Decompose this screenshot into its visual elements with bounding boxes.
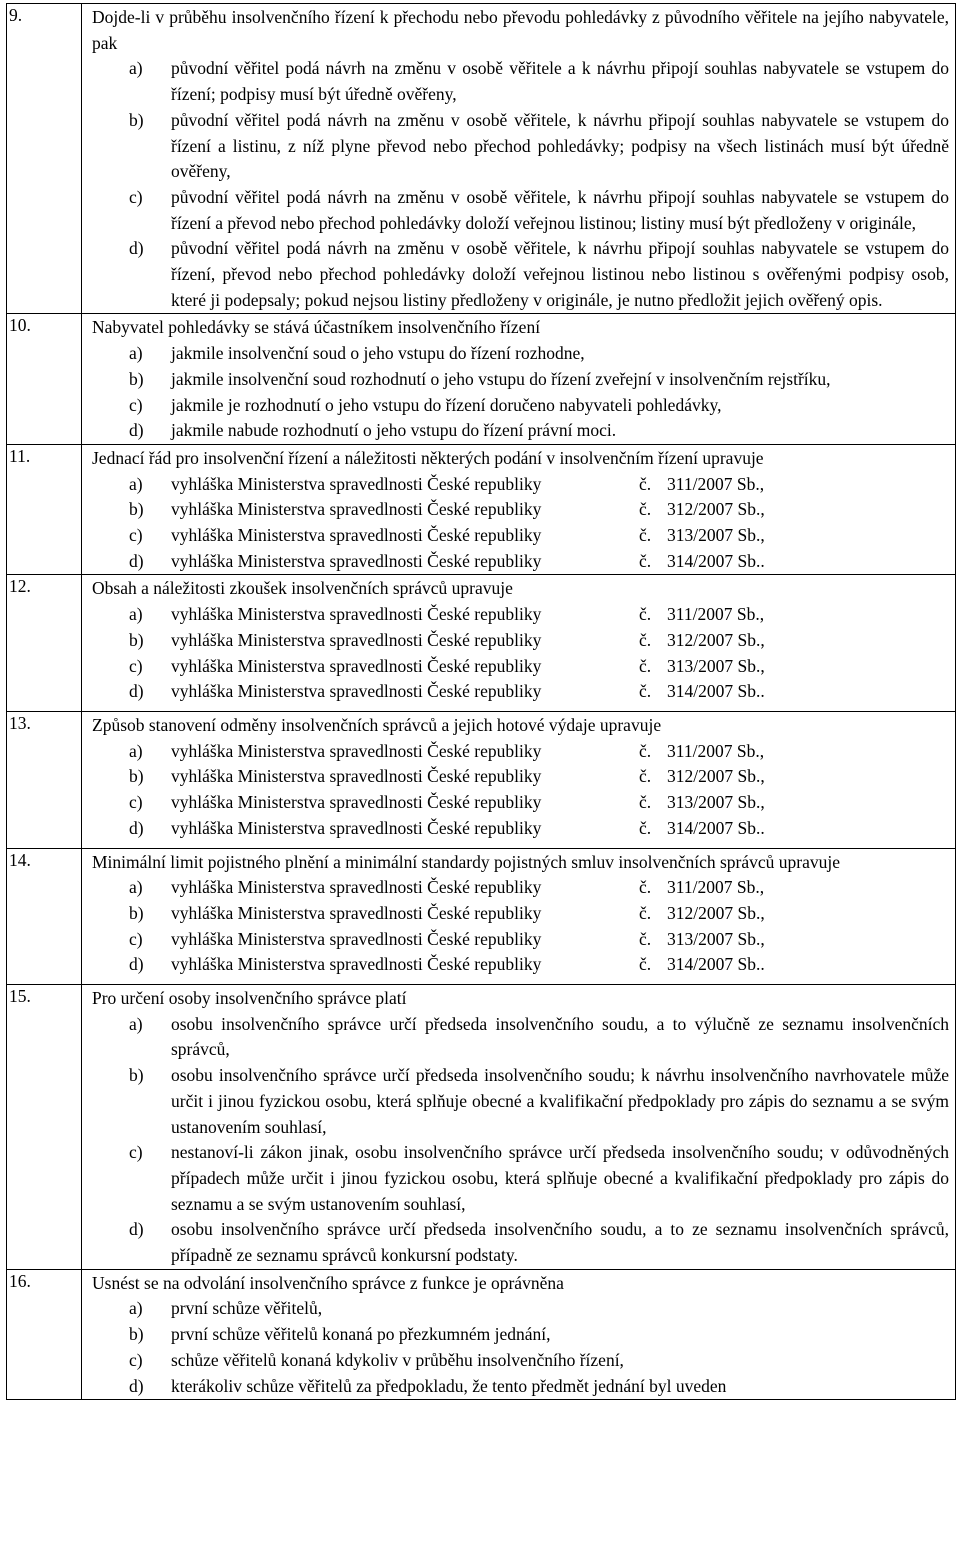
question-body <box>82 4 956 314</box>
option-letter: b) <box>129 109 144 130</box>
answer-option <box>92 1217 949 1268</box>
question-row <box>7 314 956 445</box>
answer-option <box>92 341 949 367</box>
option-letter: a) <box>129 343 143 364</box>
option-decree <box>171 549 949 575</box>
decree-name: vyhláška Ministerstva spravedlnosti České republiky <box>171 902 542 923</box>
option-text: původní věřitel podá návrh na změnu v osobě věřitele, k návrhu připojí souhlas nabyvatele se vstupem do řízení a převod nebo přechod pohledávky doloží veřejnou listinou; listiny musí být předloženy v originále, <box>171 186 949 233</box>
answer-option <box>92 108 949 185</box>
answer-option <box>92 393 949 419</box>
decree-reference: 312/2007 Sb., <box>667 499 765 520</box>
decree-name: vyhláška Ministerstva spravedlnosti České republiky <box>171 877 542 898</box>
option-letter: c) <box>129 928 143 949</box>
answer-option <box>92 901 949 927</box>
decree-reference: 313/2007 Sb., <box>667 792 765 813</box>
question-body <box>82 1269 956 1400</box>
question-row <box>7 848 956 985</box>
option-letter: d) <box>129 1375 144 1396</box>
question-row <box>7 711 956 848</box>
option-decree <box>171 816 949 842</box>
answer-option <box>92 679 949 705</box>
answer-option <box>92 56 949 107</box>
question-text: Nabyvatel pohledávky se stává účastníkem insolvenčního řízení <box>92 317 541 338</box>
option-letter: c) <box>129 186 143 207</box>
option-letter: a) <box>129 1013 143 1034</box>
decree-name: vyhláška Ministerstva spravedlnosti České republiky <box>171 740 542 761</box>
question-body <box>82 985 956 1270</box>
option-decree <box>171 472 949 498</box>
decree-name: vyhláška Ministerstva spravedlnosti České republiky <box>171 525 542 546</box>
answer-option <box>92 549 949 575</box>
option-decree <box>171 764 949 790</box>
option-letter: a) <box>129 473 143 494</box>
decree-number-label: č. <box>639 766 652 787</box>
row-spacer <box>92 705 949 711</box>
answer-option <box>92 236 949 313</box>
option-decree <box>171 927 949 953</box>
answer-option <box>92 185 949 236</box>
option-text: původní věřitel podá návrh na změnu v osobě věřitele, k návrhu připojí souhlas nabyvatele se vstupem do řízení, převod nebo přechod pohledávky doloží veřejnou listinou nebo listinou s ověřenými podpisy osob, které ji podepsaly; pokud nejsou listiny předloženy v originále, je nutno předložit jejich ověřený opis. <box>171 238 949 310</box>
option-letter: d) <box>129 954 144 975</box>
decree-number-label: č. <box>639 928 652 949</box>
option-letter: c) <box>129 394 143 415</box>
option-text: osobu insolvenčního správce určí předseda insolvenčního soudu, a to výlučně ze seznamu insolvenčních správců, <box>171 1013 949 1060</box>
decree-number-label: č. <box>639 817 652 838</box>
option-decree <box>171 739 949 765</box>
answer-option <box>92 1063 949 1140</box>
option-letter: a) <box>129 604 143 625</box>
option-decree <box>171 679 949 705</box>
option-letter: a) <box>129 1298 143 1319</box>
answer-option <box>92 654 949 680</box>
question-number: 13. <box>7 711 82 848</box>
option-text: původní věřitel podá návrh na změnu v osobě věřitele, k návrhu připojí souhlas nabyvatele se vstupem do řízení a listinu, z níž plyne převod nebo přechod pohledávky; podpisy na všech listinách musí být úředně ověřeny, <box>171 109 949 182</box>
decree-reference: 314/2007 Sb.. <box>667 954 765 975</box>
answer-option <box>92 952 949 978</box>
decree-number-label: č. <box>639 792 652 813</box>
question-number: 15. <box>7 985 82 1270</box>
decree-number-label: č. <box>639 629 652 650</box>
question-row <box>7 4 956 314</box>
option-letter: c) <box>129 1349 143 1370</box>
decree-reference: 314/2007 Sb.. <box>667 550 765 571</box>
option-letter: c) <box>129 792 143 813</box>
question-text: Usnést se na odvolání insolvenčního správce z funkce je oprávněna <box>92 1272 564 1293</box>
decree-name: vyhláška Ministerstva spravedlnosti České republiky <box>171 604 542 625</box>
answer-option <box>92 602 949 628</box>
question-text: Obsah a náležitosti zkoušek insolvenčních správců upravuje <box>92 578 513 599</box>
answer-option <box>92 764 949 790</box>
option-letter: b) <box>129 1065 144 1086</box>
question-body <box>82 575 956 712</box>
question-number: 10. <box>7 314 82 445</box>
option-text: jakmile insolvenční soud o jeho vstupu do řízení rozhodne, <box>171 343 585 364</box>
decree-number-label: č. <box>639 681 652 702</box>
option-letter: c) <box>129 1142 143 1163</box>
question-text: Dojde-li v průběhu insolvenčního řízení k přechodu nebo převodu pohledávky z původního věřitele na jejího nabyvatele, pak <box>92 7 949 53</box>
option-text: osobu insolvenčního správce určí předseda insolvenčního soudu; k návrhu insolvenčního navrhovatele může určit i jinou fyzickou osobu, která splňuje obecné a kvalifikační předpoklady pro zápis do seznamu a se svým ustanovením souhlasí, <box>171 1065 949 1137</box>
answer-option <box>92 1296 949 1322</box>
decree-name: vyhláška Ministerstva spravedlnosti České republiky <box>171 681 542 702</box>
question-row <box>7 575 956 712</box>
decree-number-label: č. <box>639 499 652 520</box>
question-row <box>7 985 956 1270</box>
answer-option <box>92 1012 949 1063</box>
answer-option <box>92 927 949 953</box>
answer-option <box>92 816 949 842</box>
question-text: Způsob stanovení odměny insolvenčních správců a jejich hotové výdaje upravuje <box>92 714 662 735</box>
option-letter: b) <box>129 368 144 389</box>
option-letter: c) <box>129 525 143 546</box>
option-text: nestanoví-li zákon jinak, osobu insolvenčního správce určí předseda insolvenčního soudu; v odůvodněných případech může určit i jinou fyzickou osobu, která splňuje obecné a kvalifikační předpoklady pro zápis do seznamu a se svým ustanovením souhlasí, <box>171 1142 949 1214</box>
row-spacer <box>92 842 949 848</box>
option-decree <box>171 875 949 901</box>
decree-reference: 313/2007 Sb., <box>667 525 765 546</box>
decree-name: vyhláška Ministerstva spravedlnosti České republiky <box>171 817 542 838</box>
question-number: 12. <box>7 575 82 712</box>
decree-reference: 311/2007 Sb., <box>667 877 765 898</box>
answer-option <box>92 497 949 523</box>
decree-reference: 312/2007 Sb., <box>667 766 765 787</box>
question-text: Minimální limit pojistného plnění a minimální standardy pojistných smluv insolvenčních správců upravuje <box>92 851 841 872</box>
option-letter: b) <box>129 499 144 520</box>
decree-number-label: č. <box>639 655 652 676</box>
decree-number-label: č. <box>639 902 652 923</box>
answer-option <box>92 875 949 901</box>
decree-reference: 314/2007 Sb.. <box>667 681 765 702</box>
row-spacer <box>92 978 949 984</box>
decree-name: vyhláška Ministerstva spravedlnosti České republiky <box>171 792 542 813</box>
option-letter: b) <box>129 629 144 650</box>
decree-number-label: č. <box>639 740 652 761</box>
decree-number-label: č. <box>639 550 652 571</box>
option-decree <box>171 654 949 680</box>
option-decree <box>171 497 949 523</box>
option-decree <box>171 790 949 816</box>
option-letter: d) <box>129 420 144 441</box>
question-number: 11. <box>7 444 82 575</box>
decree-number-label: č. <box>639 525 652 546</box>
question-body <box>82 314 956 445</box>
option-text: jakmile insolvenční soud rozhodnutí o jeho vstupu do řízení zveřejní v insolvenčním rejstříku, <box>171 368 831 389</box>
question-body <box>82 848 956 985</box>
question-body <box>82 444 956 575</box>
answer-option <box>92 628 949 654</box>
answer-option <box>92 523 949 549</box>
decree-name: vyhláška Ministerstva spravedlnosti České republiky <box>171 766 542 787</box>
decree-name: vyhláška Ministerstva spravedlnosti České republiky <box>171 550 542 571</box>
option-letter: b) <box>129 766 144 787</box>
decree-reference: 314/2007 Sb.. <box>667 817 765 838</box>
question-text: Pro určení osoby insolvenčního správce platí <box>92 988 407 1009</box>
option-letter: d) <box>129 681 144 702</box>
decree-reference: 311/2007 Sb., <box>667 604 765 625</box>
decree-reference: 311/2007 Sb., <box>667 740 765 761</box>
decree-reference: 312/2007 Sb., <box>667 629 765 650</box>
question-table <box>6 3 956 1400</box>
option-text: jakmile nabude rozhodnutí o jeho vstupu do řízení právní moci. <box>171 420 617 441</box>
option-text: původní věřitel podá návrh na změnu v osobě věřitele a k návrhu připojí souhlas nabyvatele se vstupem do řízení; podpisy musí být úředně ověřeny, <box>171 58 949 105</box>
option-decree <box>171 952 949 978</box>
answer-option <box>92 1140 949 1217</box>
decree-number-label: č. <box>639 877 652 898</box>
option-letter: d) <box>129 238 144 259</box>
decree-name: vyhláška Ministerstva spravedlnosti České republiky <box>171 629 542 650</box>
answer-option <box>92 1374 949 1400</box>
answer-option <box>92 367 949 393</box>
option-decree <box>171 602 949 628</box>
question-text: Jednací řád pro insolvenční řízení a náležitosti některých podání v insolvenčním řízení upravuje <box>92 447 764 468</box>
answer-option <box>92 739 949 765</box>
option-letter: d) <box>129 1219 144 1240</box>
option-letter: b) <box>129 1324 144 1345</box>
option-text: osobu insolvenčního správce určí předseda insolvenčního soudu, a to ze seznamu insolvenčních správců, případně ze seznamu správců konkursní podstaty. <box>171 1219 949 1266</box>
question-row <box>7 1269 956 1400</box>
option-text: schůze věřitelů konaná kdykoliv v průběhu insolvenčního řízení, <box>171 1349 624 1370</box>
question-body <box>82 711 956 848</box>
option-text: první schůze věřitelů, <box>171 1298 323 1319</box>
option-letter: d) <box>129 817 144 838</box>
decree-name: vyhláška Ministerstva spravedlnosti České republiky <box>171 655 542 676</box>
decree-number-label: č. <box>639 604 652 625</box>
decree-number-label: č. <box>639 954 652 975</box>
question-number: 14. <box>7 848 82 985</box>
decree-name: vyhláška Ministerstva spravedlnosti České republiky <box>171 499 542 520</box>
option-letter: b) <box>129 902 144 923</box>
option-text: kterákoliv schůze věřitelů za předpokladu, že tento předmět jednání byl uveden <box>171 1375 727 1396</box>
option-decree <box>171 628 949 654</box>
decree-name: vyhláška Ministerstva spravedlnosti České republiky <box>171 954 542 975</box>
question-number: 16. <box>7 1269 82 1400</box>
decree-name: vyhláška Ministerstva spravedlnosti České republiky <box>171 928 542 949</box>
question-table-body <box>7 4 956 1400</box>
answer-option <box>92 790 949 816</box>
decree-reference: 313/2007 Sb., <box>667 928 765 949</box>
question-number: 9. <box>7 4 82 314</box>
option-letter: a) <box>129 58 143 79</box>
answer-option <box>92 472 949 498</box>
option-letter: c) <box>129 655 143 676</box>
option-text: první schůze věřitelů konaná po přezkumném jednání, <box>171 1324 551 1345</box>
option-text: jakmile je rozhodnutí o jeho vstupu do řízení doručeno nabyvateli pohledávky, <box>171 394 722 415</box>
decree-number-label: č. <box>639 473 652 494</box>
answer-option <box>92 1322 949 1348</box>
option-letter: a) <box>129 740 143 761</box>
decree-reference: 312/2007 Sb., <box>667 902 765 923</box>
option-decree <box>171 523 949 549</box>
decree-reference: 311/2007 Sb., <box>667 473 765 494</box>
decree-reference: 313/2007 Sb., <box>667 655 765 676</box>
answer-option <box>92 1348 949 1374</box>
option-decree <box>171 901 949 927</box>
option-letter: a) <box>129 877 143 898</box>
option-letter: d) <box>129 550 144 571</box>
answer-option <box>92 418 949 444</box>
decree-name: vyhláška Ministerstva spravedlnosti České republiky <box>171 473 542 494</box>
question-row <box>7 444 956 575</box>
